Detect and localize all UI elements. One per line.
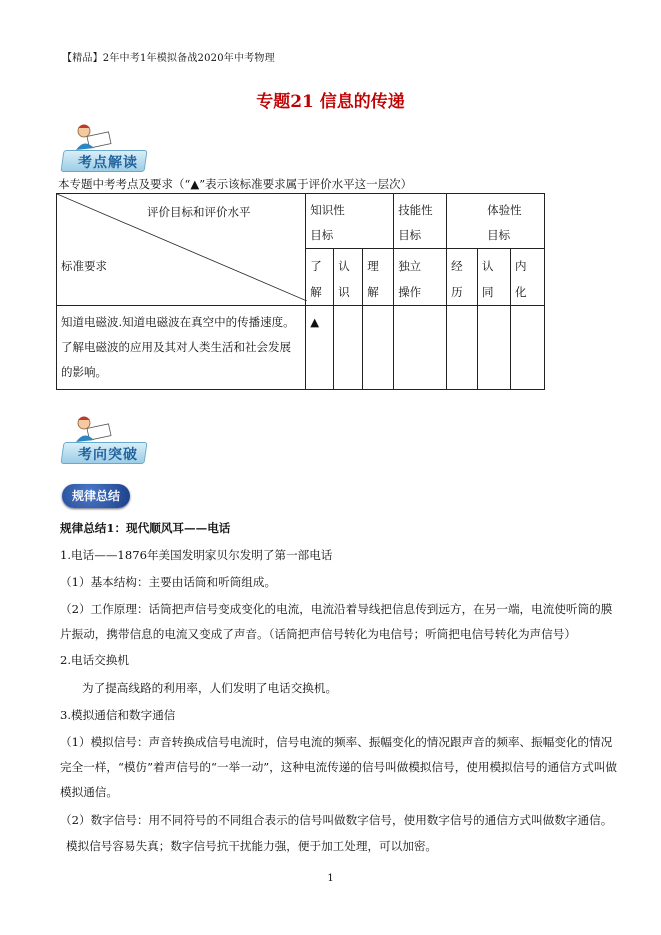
paragraph: 2.电话交换机 xyxy=(60,653,130,667)
sub-header: 内 化 xyxy=(510,249,544,306)
student-reading-icon xyxy=(70,414,116,444)
paragraph: 1.电话——1876年美国发明家贝尔发明了第一部电话 xyxy=(60,548,333,562)
sub-header: 认 识 xyxy=(334,249,363,306)
section-banner-kaodian xyxy=(56,120,156,171)
paragraph: （2）工作原理：话筒把声信号变成变化的电流，电流沿着导线把信息传到远方，在另一端，电流使听筒的膜片振动，携带信息的电流又变成了声音。（话筒把声信号转化为电信号；听筒把电信号转化为声信号） xyxy=(60,602,613,641)
group-experience-line1: 体验性 xyxy=(487,203,522,217)
table-row xyxy=(57,306,545,390)
group-skill xyxy=(394,194,447,249)
section-banner-label: 考点解读 xyxy=(78,155,138,171)
group-knowledge-line1: 知识性 xyxy=(310,203,345,217)
paragraph: （1）模拟信号：声音转换成信号电流时，信号电流的频率、振幅变化的情况跟声音的频率、振幅变化的情况完全一样，“模仿”着声信号的“一举一动”，这种电流传递的信号叫做模拟信号，使用模拟信号的通信方式叫做模拟通信。 xyxy=(60,735,618,799)
header-note: 【精品】2年中考1年模拟备战2020年中考物理 xyxy=(62,53,275,64)
diag-top-label: 评价目标和评价水平 xyxy=(147,205,251,219)
sub-header: 认 同 xyxy=(478,249,511,306)
sub-header: 理 解 xyxy=(363,249,394,306)
group-skill-line2: 目标 xyxy=(398,228,422,242)
mark-cell xyxy=(478,306,511,390)
sub-header: 了 解 xyxy=(306,249,334,306)
requirement-text: 知道电磁波.知道电磁波在真空中的传播速度。了解电磁波的应用及其对人类生活和社会发展的影响。 xyxy=(57,306,306,390)
paragraph: 为了提高线路的利用率，人们发明了电话交换机。 xyxy=(82,681,338,695)
rule-summary-badge: 规律总结 xyxy=(62,484,130,508)
mark-cell xyxy=(510,306,544,390)
paragraph: 模拟信号容易失真；数字信号抗干扰能力强，便于加工处理，可以加密。 xyxy=(66,839,438,853)
sub-header: 独立 操作 xyxy=(394,249,447,306)
group-knowledge-line2: 目标 xyxy=(310,228,334,242)
intro-text: 本专题中考考点及要求（“▲”表示该标准要求属于评价水平这一层次） xyxy=(58,177,413,191)
group-skill-line1: 技能性 xyxy=(398,203,433,217)
paragraph: （2）数字信号：用不同符号的不同组合表示的信号叫做数字信号，使用数字信号的通信方式叫做数字通信。 xyxy=(60,813,613,827)
page-title: 专题21 信息的传递 xyxy=(256,92,405,112)
sub-header: 经 历 xyxy=(447,249,478,306)
group-knowledge xyxy=(306,194,394,249)
paragraph: （1）基本结构：主要由话筒和听筒组成。 xyxy=(60,575,277,589)
mark-cell: ▲ xyxy=(306,306,334,390)
rule-title: 规律总结1：现代顺风耳——电话 xyxy=(60,521,231,535)
mark-cell xyxy=(363,306,394,390)
mark-cell xyxy=(394,306,447,390)
requirements-table xyxy=(56,193,545,390)
section-banner-kaoxiang xyxy=(56,412,156,463)
group-experience-line2: 目标 xyxy=(487,228,511,242)
diag-bottom-label: 标准要求 xyxy=(61,259,107,273)
page-number: 1 xyxy=(327,873,334,884)
mark-cell xyxy=(447,306,478,390)
group-experience xyxy=(447,194,545,249)
student-reading-icon xyxy=(70,122,116,152)
table-header-diagonal xyxy=(57,194,306,306)
paragraph: 3.模拟通信和数字通信 xyxy=(60,708,176,722)
mark-cell xyxy=(334,306,363,390)
section-banner-label: 考向突破 xyxy=(78,447,138,463)
